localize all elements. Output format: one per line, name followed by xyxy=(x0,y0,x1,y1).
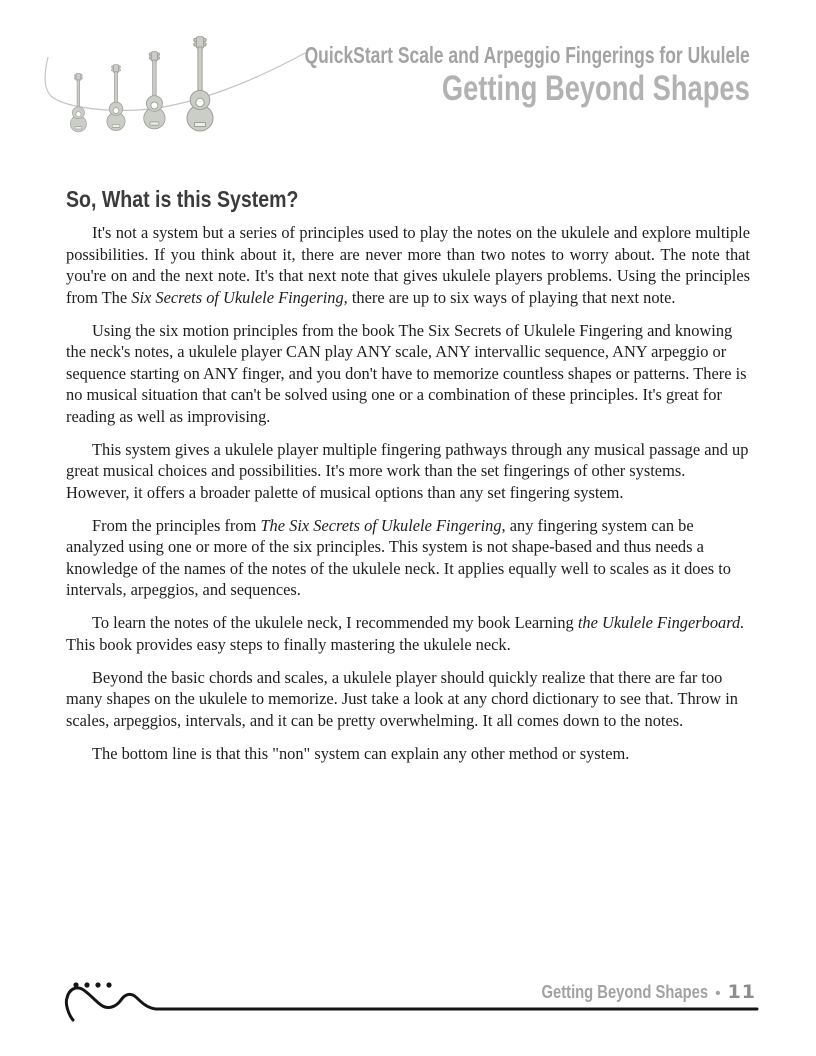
ukulele-soprano-icon xyxy=(70,73,86,131)
main-content xyxy=(66,186,750,776)
paragraph: From the principles from The Six Secrets of Ukulele Fingering, any fingering system can be analyzed using one or more of the six principles. This system is not shape-based and thus needs a knowledge of the names of the notes of the ukulele neck. It applies equally well to scales as it does to intervals, arpeggios, and sequences. xyxy=(66,515,731,599)
paragraph: The bottom line is that this "non" system can explain any other method or system. xyxy=(92,743,630,763)
footer-chapter-title: Getting Beyond Shapes xyxy=(541,982,709,1002)
ukulele-tenor-icon xyxy=(144,52,165,129)
ukulele-concert-icon xyxy=(107,65,125,131)
bullet-separator: • xyxy=(715,985,721,1002)
footer-squiggle-icon xyxy=(58,972,760,1024)
body-paragraphs xyxy=(66,222,750,764)
paragraph: Using the six motion principles from the book The Six Secrets of Ukulele Fingering and knowing the neck's notes, a ukulele player CAN play ANY scale, ANY intervallic sequence, ANY arpeggio or sequence starting on ANY finger, and you don't have to memorize countless shapes or patterns. There is no musical situation that can't be solved using one or a combination of these principles. It's great for reading as well as improvising. xyxy=(66,320,747,426)
paragraph: To learn the notes of the ukulele neck, I recommended my book Learning the Ukulele Fingerboard. This book provides easy steps to finally mastering the ukulele neck. xyxy=(66,613,745,654)
chapter-title: Getting Beyond Shapes xyxy=(442,69,750,108)
paragraph: Beyond the basic chords and scales, a ukulele player should quickly realize that there are far too many shapes on the ukulele to memorize. Just take a look at any chord dictionary to see that. Throw in scales, arpeggios, intervals, and it can be pretty overwhelming. It all comes down to the notes. xyxy=(66,667,738,730)
paragraph: This system gives a ukulele player multiple fingering pathways through any musical passage and up great musical choices and possibilities. It's more work than the set fingerings of other systems. However, it offers a broader palette of musical options than any set fingering system. xyxy=(66,439,749,502)
paragraph: It's not a system but a series of principles used to play the notes on the ukulele and explore multiple possibilities. If you think about it, there are never more than two notes to worry about. The note that you're on and the next note. It's that next note that gives ukulele players problems. Using the principles from The Six Secrets of Ukulele Fingering, there are up to six ways of playing that next note. xyxy=(66,223,750,307)
page-number: 11 xyxy=(727,981,756,1003)
book-title: QuickStart Scale and Arpeggio Fingerings for Ukulele xyxy=(304,42,750,68)
header-titles xyxy=(164,42,750,107)
footer-rule xyxy=(66,988,757,1020)
section-heading: So, What is this System? xyxy=(66,186,299,212)
